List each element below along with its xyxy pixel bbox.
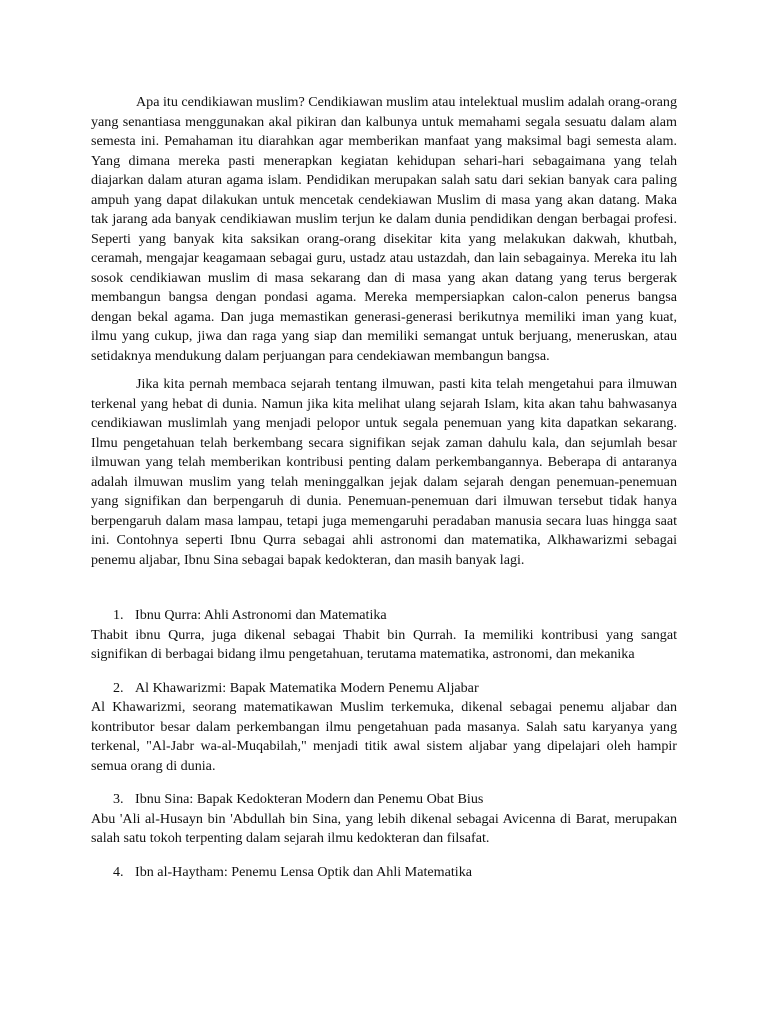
list-item-title: Ibn al-Haytham: Penemu Lensa Optik dan Ahli Matematika: [135, 863, 472, 880]
intro-paragraph: Apa itu cendikiawan muslim? Cendikiawan muslim atau intelektual muslim adalah orang-orang yang senantiasa menggunakan akal pikiran dan kalbunya untuk memahami segala sesuatu dalam alam semesta ini. Pemahaman itu diarahkan agar memberikan manfaat yang maksimal bagi semesta alam. Yang dimana mereka pasti menerapkan kegiatan kehidupan sehari-hari sebagaimana yang telah diajarkan dalam aturan agama islam. Pendidikan merupakan salah satu dari sekian banyak cara paling ampuh yang dapat dilakukan untuk mencetak cendekiawan Muslim di masa yang akan datang. Maka tak jarang ada banyak cendikiawan muslim terjun ke dalam dunia pendidikan dengan berbagai profesi. Seperti yang banyak kita saksikan orang-orang disekitar kita yang melakukan dakwah, khutbah, ceramah, mengajar keagamaan sebagai guru, ustadz atau ustazdah, dan lain sebagainya. Mereka itu lah sosok cendikiawan muslim di masa sekarang dan di masa yang akan datang yang terus bergerak membangun bangsa dengan pondasi agama. Mereka mempersiapkan calon-calon penerus bangsa dengan bekal agama. Dan juga memastikan generasi-generasi berikutnya memiliki iman yang kuat, ilmu yang cukup, jiwa dan raga yang siap dan memiliki semangat untuk berjuang, meneruskan, atau setidaknya mendukung dalam perjuangan para cendekiawan membangun bangsa.: [91, 94, 677, 364]
list-item-number: 2.: [113, 679, 124, 696]
list-item-heading: [91, 606, 677, 626]
history-paragraph: Jika kita pernah membaca sejarah tentang ilmuwan, pasti kita telah mengetahui para ilmuwan terkenal yang hebat di dunia. Namun jika kita melihat ulang sejarah Islam, kita akan tahu bahwasanya cendikiawan muslimlah yang menjadi pelopor untuk segala penemuan yang kita dapatkan sekarang. Ilmu pengetahuan telah berkembang secara signifikan sejak zaman dahulu kala, dan sejumlah besar ilmuwan yang telah memberikan kontribusi penting dalam perkembangannya. Beberapa di antaranya adalah ilmuwan muslim yang telah meninggalkan jejak dalam sejarah dengan penemuan-penemuan yang signifikan dan berpengaruh di dunia. Penemuan-penemuan dari ilmuwan tersebut tidak hanya berpengaruh dalam masa lampau, tetapi juga memengaruhi peradaban manusia secara luas hingga saat ini. Contohnya seperti Ibnu Qurra sebagai ahli astronomi dan matematika, Alkhawarizmi sebagai penemu aljabar, Ibnu Sina sebagai bapak kedokteran, dan masih banyak lagi.: [91, 376, 677, 568]
list-item-heading: [91, 863, 677, 883]
list-item-al-khawarizmi: [91, 679, 677, 777]
list-item-ibnu-sina: [91, 790, 677, 849]
section-spacer: [91, 579, 677, 606]
list-item-body: Thabit ibnu Qurra, juga dikenal sebagai Thabit bin Qurrah. Ia memiliki kontribusi yang sangat signifikan di berbagai bidang ilmu pengetahuan, terutama matematika, astronomi, dan mekanika: [91, 626, 677, 662]
document-page: [91, 93, 677, 896]
list-item-body: Abu 'Ali al-Husayn bin 'Abdullah bin Sina, yang lebih dikenal sebagai Avicenna di Barat, merupakan salah satu tokoh terpenting dalam sejarah ilmu kedokteran dan filsafat.: [91, 810, 677, 846]
list-item-number: 1.: [113, 607, 124, 623]
list-item-heading: [91, 679, 677, 699]
list-item-body: Al Khawarizmi, seorang matematikawan Muslim terkemuka, dikenal sebagai penemu aljabar dan kontributor besar dalam perkembangan ilmu pengetahuan pada masanya. Salah satu karyanya yang terkenal, "Al-Jabr wa-al-Muqabilah," menjadi titik awal sistem aljabar yang dipelajari oleh hampir semua orang di dunia.: [91, 699, 677, 774]
list-item-number: 4.: [113, 863, 124, 880]
list-item-title: Ibnu Qurra: Ahli Astronomi dan Matematika: [135, 607, 387, 623]
list-item-ibn-al-haytham: [91, 863, 677, 883]
list-item-ibnu-qurra: [91, 606, 677, 665]
list-item-title: Ibnu Sina: Bapak Kedokteran Modern dan Penemu Obat Bius: [135, 791, 484, 807]
list-item-heading: [91, 790, 677, 810]
list-item-number: 3.: [113, 791, 124, 807]
list-item-title: Al Khawarizmi: Bapak Matematika Modern Penemu Aljabar: [135, 679, 479, 696]
